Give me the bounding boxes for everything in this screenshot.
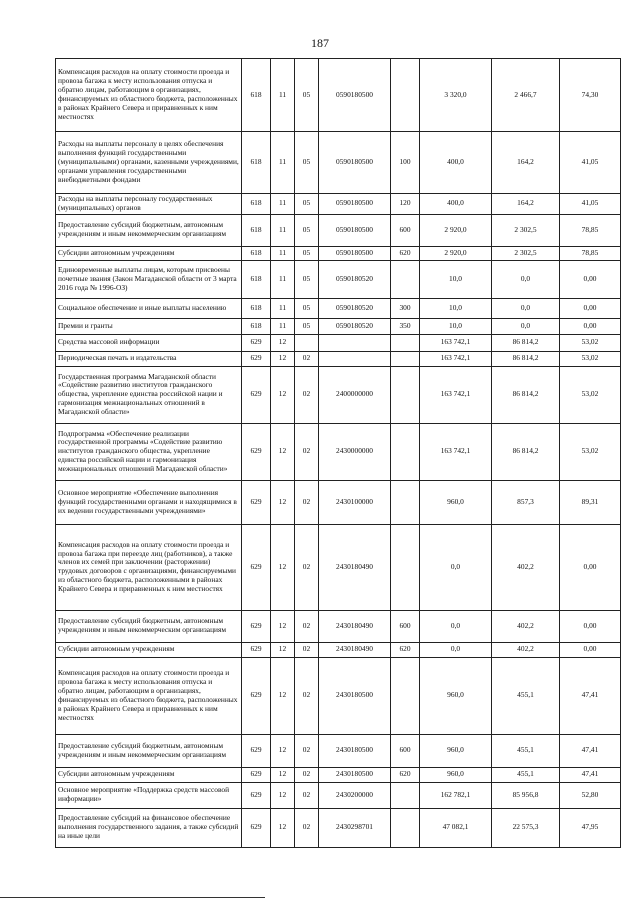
cell-name: Компенсация расходов на оплату стоимости проезда и провоза багажа к месту использования отпуска и обратно лицам, работающим в организациях, финансируемых из областного бюджета, расположенных в районах Крайнего Севера и приравненных к ним местностях — [56, 59, 242, 132]
cell-subsection: 05 — [295, 214, 319, 246]
cell-percent: 0,00 — [560, 642, 621, 657]
table-row — [56, 260, 621, 298]
table-row — [56, 318, 621, 334]
cell-target-article: 2430180500 — [319, 657, 391, 734]
cell-section: 12 — [271, 657, 295, 734]
cell-name: Премии и гранты — [56, 318, 242, 334]
table-row — [56, 59, 621, 132]
cell-subsection: 02 — [295, 642, 319, 657]
cell-percent: 53,02 — [560, 334, 621, 351]
cell-section: 12 — [271, 524, 295, 610]
cell-percent: 53,02 — [560, 366, 621, 423]
cell-ministry: 618 — [242, 59, 271, 132]
cell-expense-type — [391, 334, 420, 351]
cell-ministry: 629 — [242, 334, 271, 351]
cell-ministry: 618 — [242, 298, 271, 318]
cell-plan: 960,0 — [420, 480, 492, 524]
cell-subsection: 02 — [295, 366, 319, 423]
table-row — [56, 808, 621, 847]
cell-plan: 47 082,1 — [420, 808, 492, 847]
cell-subsection — [295, 334, 319, 351]
cell-section: 12 — [271, 366, 295, 423]
cell-plan: 960,0 — [420, 657, 492, 734]
cell-target-article — [319, 351, 391, 366]
cell-name: Субсидии автономным учреждениям — [56, 642, 242, 657]
cell-plan: 960,0 — [420, 767, 492, 782]
table-row — [56, 246, 621, 260]
cell-section: 11 — [271, 214, 295, 246]
cell-name: Компенсация расходов на оплату стоимости проезда и провоза багажа к месту использования отпуска и обратно лицам, работающим в организациях, финансируемых из областного бюджета, расположенных в районах Крайнего Севера и приравненных к ним местностях — [56, 657, 242, 734]
cell-percent: 0,00 — [560, 260, 621, 298]
table-row — [56, 334, 621, 351]
cell-name: Государственная программа Магаданской области «Содействие развитию институтов гражданского общества, укрепление единства российской нации и гармонизация межнациональных отношений в Магаданской области» — [56, 366, 242, 423]
cell-name: Единовременные выплаты лицам, которым присвоены почетные звания (Закон Магаданской области от 3 марта 2016 года № 1996-ОЗ) — [56, 260, 242, 298]
cell-ministry: 618 — [242, 260, 271, 298]
cell-expense-type: 100 — [391, 132, 420, 194]
cell-fact: 85 956,8 — [492, 782, 560, 808]
cell-plan: 400,0 — [420, 132, 492, 194]
cell-plan: 162 782,1 — [420, 782, 492, 808]
table-row — [56, 423, 621, 480]
cell-target-article: 2430298701 — [319, 808, 391, 847]
cell-section: 12 — [271, 610, 295, 642]
cell-target-article: 0590180520 — [319, 298, 391, 318]
cell-percent: 0,00 — [560, 298, 621, 318]
cell-name: Расходы на выплаты персоналу в целях обеспечения выполнения функций государственными (муниципальными) органами, казенными учреждениями, органами управления государственными внебюджетными фондами — [56, 132, 242, 194]
cell-target-article: 2430200000 — [319, 782, 391, 808]
cell-expense-type: 300 — [391, 298, 420, 318]
cell-fact: 164,2 — [492, 194, 560, 215]
cell-section: 11 — [271, 260, 295, 298]
cell-target-article: 2430180490 — [319, 524, 391, 610]
cell-target-article: 0590180500 — [319, 59, 391, 132]
cell-expense-type — [391, 808, 420, 847]
cell-percent: 52,80 — [560, 782, 621, 808]
table-row — [56, 782, 621, 808]
cell-percent: 89,31 — [560, 480, 621, 524]
cell-ministry: 629 — [242, 524, 271, 610]
table-row — [56, 610, 621, 642]
cell-expense-type: 600 — [391, 214, 420, 246]
cell-subsection: 02 — [295, 808, 319, 847]
cell-percent: 0,00 — [560, 318, 621, 334]
cell-percent: 78,85 — [560, 246, 621, 260]
cell-subsection: 05 — [295, 298, 319, 318]
cell-section: 12 — [271, 782, 295, 808]
cell-target-article: 2430180500 — [319, 767, 391, 782]
cell-expense-type — [391, 524, 420, 610]
cell-name: Основное мероприятие «Поддержка средств массовой информации» — [56, 782, 242, 808]
table-row — [56, 657, 621, 734]
cell-fact: 455,1 — [492, 767, 560, 782]
cell-subsection: 02 — [295, 351, 319, 366]
cell-fact: 22 575,3 — [492, 808, 560, 847]
cell-plan: 3 320,0 — [420, 59, 492, 132]
cell-subsection: 02 — [295, 423, 319, 480]
cell-target-article: 0590180500 — [319, 214, 391, 246]
cell-name: Подпрограмма «Обеспечение реализации государственной программы «Содействие развитию институтов гражданского общества, укрепление единства российской нации и гармонизация межнациональных отношений Магаданской области» — [56, 423, 242, 480]
table-row — [56, 194, 621, 215]
cell-percent: 47,95 — [560, 808, 621, 847]
cell-expense-type — [391, 657, 420, 734]
cell-expense-type — [391, 351, 420, 366]
cell-expense-type: 120 — [391, 194, 420, 215]
cell-subsection: 05 — [295, 246, 319, 260]
cell-section: 12 — [271, 480, 295, 524]
cell-name: Компенсация расходов на оплату стоимости проезда и провоза багажа при переезде лиц (работников), а также членов их семей при заключении (расторжении) трудовых договоров с организациями, финансируемыми из областного бюджета, расположенными в районах Крайнего Севера и приравненных к ним местностях — [56, 524, 242, 610]
cell-plan: 10,0 — [420, 260, 492, 298]
cell-section: 11 — [271, 132, 295, 194]
cell-expense-type — [391, 260, 420, 298]
cell-section: 12 — [271, 734, 295, 767]
cell-name: Предоставление субсидий бюджетным, автономным учреждениям и иным некоммерческим организациям — [56, 214, 242, 246]
cell-subsection: 02 — [295, 782, 319, 808]
cell-ministry: 618 — [242, 318, 271, 334]
cell-ministry: 629 — [242, 480, 271, 524]
cell-section: 11 — [271, 318, 295, 334]
cell-fact: 0,0 — [492, 318, 560, 334]
cell-expense-type: 600 — [391, 734, 420, 767]
cell-percent: 47,41 — [560, 657, 621, 734]
table-row — [56, 366, 621, 423]
cell-plan: 2 920,0 — [420, 214, 492, 246]
cell-fact: 2 466,7 — [492, 59, 560, 132]
cell-ministry: 629 — [242, 642, 271, 657]
cell-plan: 960,0 — [420, 734, 492, 767]
cell-target-article: 2430000000 — [319, 423, 391, 480]
cell-fact: 0,0 — [492, 260, 560, 298]
cell-percent: 53,02 — [560, 351, 621, 366]
cell-fact: 86 814,2 — [492, 334, 560, 351]
cell-ministry: 618 — [242, 214, 271, 246]
cell-ministry: 629 — [242, 610, 271, 642]
cell-subsection: 02 — [295, 734, 319, 767]
cell-expense-type — [391, 782, 420, 808]
cell-plan: 0,0 — [420, 610, 492, 642]
cell-plan: 0,0 — [420, 642, 492, 657]
cell-percent: 0,00 — [560, 610, 621, 642]
cell-section: 11 — [271, 59, 295, 132]
cell-plan: 0,0 — [420, 524, 492, 610]
cell-name: Предоставление субсидий бюджетным, автономным учреждениям и иным некоммерческим организациям — [56, 610, 242, 642]
cell-expense-type: 620 — [391, 767, 420, 782]
cell-expense-type — [391, 59, 420, 132]
cell-section: 11 — [271, 246, 295, 260]
cell-name: Предоставление субсидий на финансовое обеспечение выполнения государственного задания, а также субсидий на иные цели — [56, 808, 242, 847]
cell-plan: 163 742,1 — [420, 351, 492, 366]
cell-fact: 86 814,2 — [492, 366, 560, 423]
cell-subsection: 02 — [295, 480, 319, 524]
table-row — [56, 524, 621, 610]
cell-fact: 0,0 — [492, 298, 560, 318]
table-row — [56, 298, 621, 318]
cell-name: Основное мероприятие «Обеспечение выполнения функций государственными органами и находящимися в их ведении государственными учреждениями» — [56, 480, 242, 524]
cell-name: Субсидии автономным учреждениям — [56, 246, 242, 260]
cell-fact: 402,2 — [492, 610, 560, 642]
cell-section: 12 — [271, 642, 295, 657]
cell-section: 12 — [271, 351, 295, 366]
cell-fact: 455,1 — [492, 657, 560, 734]
cell-subsection: 05 — [295, 59, 319, 132]
cell-section: 12 — [271, 767, 295, 782]
cell-name: Предоставление субсидий бюджетным, автономным учреждениям и иным некоммерческим организациям — [56, 734, 242, 767]
cell-fact: 2 302,5 — [492, 246, 560, 260]
cell-ministry: 629 — [242, 734, 271, 767]
cell-percent: 47,41 — [560, 767, 621, 782]
cell-subsection: 02 — [295, 767, 319, 782]
cell-ministry: 629 — [242, 657, 271, 734]
table-row — [56, 480, 621, 524]
cell-target-article: 0590180500 — [319, 132, 391, 194]
cell-fact: 455,1 — [492, 734, 560, 767]
cell-target-article: 0590180520 — [319, 260, 391, 298]
table-row — [56, 214, 621, 246]
cell-subsection: 05 — [295, 194, 319, 215]
cell-target-article: 0590180500 — [319, 194, 391, 215]
cell-ministry: 629 — [242, 366, 271, 423]
cell-section: 11 — [271, 298, 295, 318]
cell-ministry: 618 — [242, 194, 271, 215]
table-row — [56, 351, 621, 366]
cell-target-article: 0590180520 — [319, 318, 391, 334]
cell-plan: 163 742,1 — [420, 366, 492, 423]
cell-ministry: 629 — [242, 782, 271, 808]
cell-section: 12 — [271, 334, 295, 351]
cell-expense-type — [391, 423, 420, 480]
cell-percent: 41,05 — [560, 194, 621, 215]
cell-target-article: 2430180490 — [319, 610, 391, 642]
cell-ministry: 618 — [242, 132, 271, 194]
cell-section: 12 — [271, 808, 295, 847]
cell-percent: 53,02 — [560, 423, 621, 480]
cell-expense-type: 620 — [391, 642, 420, 657]
cell-section: 12 — [271, 423, 295, 480]
cell-expense-type — [391, 366, 420, 423]
cell-plan: 163 742,1 — [420, 334, 492, 351]
cell-percent: 78,85 — [560, 214, 621, 246]
cell-plan: 400,0 — [420, 194, 492, 215]
cell-name: Субсидии автономным учреждениям — [56, 767, 242, 782]
cell-name: Социальное обеспечение и иные выплаты населению — [56, 298, 242, 318]
cell-percent: 74,30 — [560, 59, 621, 132]
cell-expense-type — [391, 480, 420, 524]
cell-target-article: 2430180490 — [319, 642, 391, 657]
cell-ministry: 629 — [242, 808, 271, 847]
cell-percent: 47,41 — [560, 734, 621, 767]
cell-expense-type: 620 — [391, 246, 420, 260]
budget-table — [55, 58, 621, 848]
cell-name: Периодическая печать и издательства — [56, 351, 242, 366]
cell-plan: 10,0 — [420, 318, 492, 334]
cell-subsection: 02 — [295, 524, 319, 610]
footer-divider — [0, 897, 265, 898]
cell-fact: 857,3 — [492, 480, 560, 524]
table-body — [56, 59, 621, 848]
table-row — [56, 767, 621, 782]
cell-name: Средства массовой информации — [56, 334, 242, 351]
cell-subsection: 05 — [295, 132, 319, 194]
cell-fact: 402,2 — [492, 524, 560, 610]
table-row — [56, 132, 621, 194]
cell-target-article: 2400000000 — [319, 366, 391, 423]
cell-plan: 163 742,1 — [420, 423, 492, 480]
cell-target-article — [319, 334, 391, 351]
cell-fact: 86 814,2 — [492, 423, 560, 480]
cell-target-article: 2430100000 — [319, 480, 391, 524]
cell-ministry: 629 — [242, 423, 271, 480]
cell-target-article: 0590180500 — [319, 246, 391, 260]
cell-section: 11 — [271, 194, 295, 215]
cell-target-article: 2430180500 — [319, 734, 391, 767]
cell-fact: 86 814,2 — [492, 351, 560, 366]
page-number: 187 — [311, 36, 329, 50]
cell-plan: 2 920,0 — [420, 246, 492, 260]
table-row — [56, 734, 621, 767]
cell-fact: 402,2 — [492, 642, 560, 657]
cell-percent: 41,05 — [560, 132, 621, 194]
cell-subsection: 02 — [295, 610, 319, 642]
cell-fact: 2 302,5 — [492, 214, 560, 246]
cell-subsection: 05 — [295, 260, 319, 298]
cell-ministry: 629 — [242, 767, 271, 782]
cell-name: Расходы на выплаты персоналу государственных (муниципальных) органов — [56, 194, 242, 215]
cell-fact: 164,2 — [492, 132, 560, 194]
cell-ministry: 629 — [242, 351, 271, 366]
cell-percent: 0,00 — [560, 524, 621, 610]
table-row — [56, 642, 621, 657]
cell-subsection: 05 — [295, 318, 319, 334]
cell-ministry: 618 — [242, 246, 271, 260]
cell-expense-type: 350 — [391, 318, 420, 334]
cell-plan: 10,0 — [420, 298, 492, 318]
cell-expense-type: 600 — [391, 610, 420, 642]
cell-subsection: 02 — [295, 657, 319, 734]
